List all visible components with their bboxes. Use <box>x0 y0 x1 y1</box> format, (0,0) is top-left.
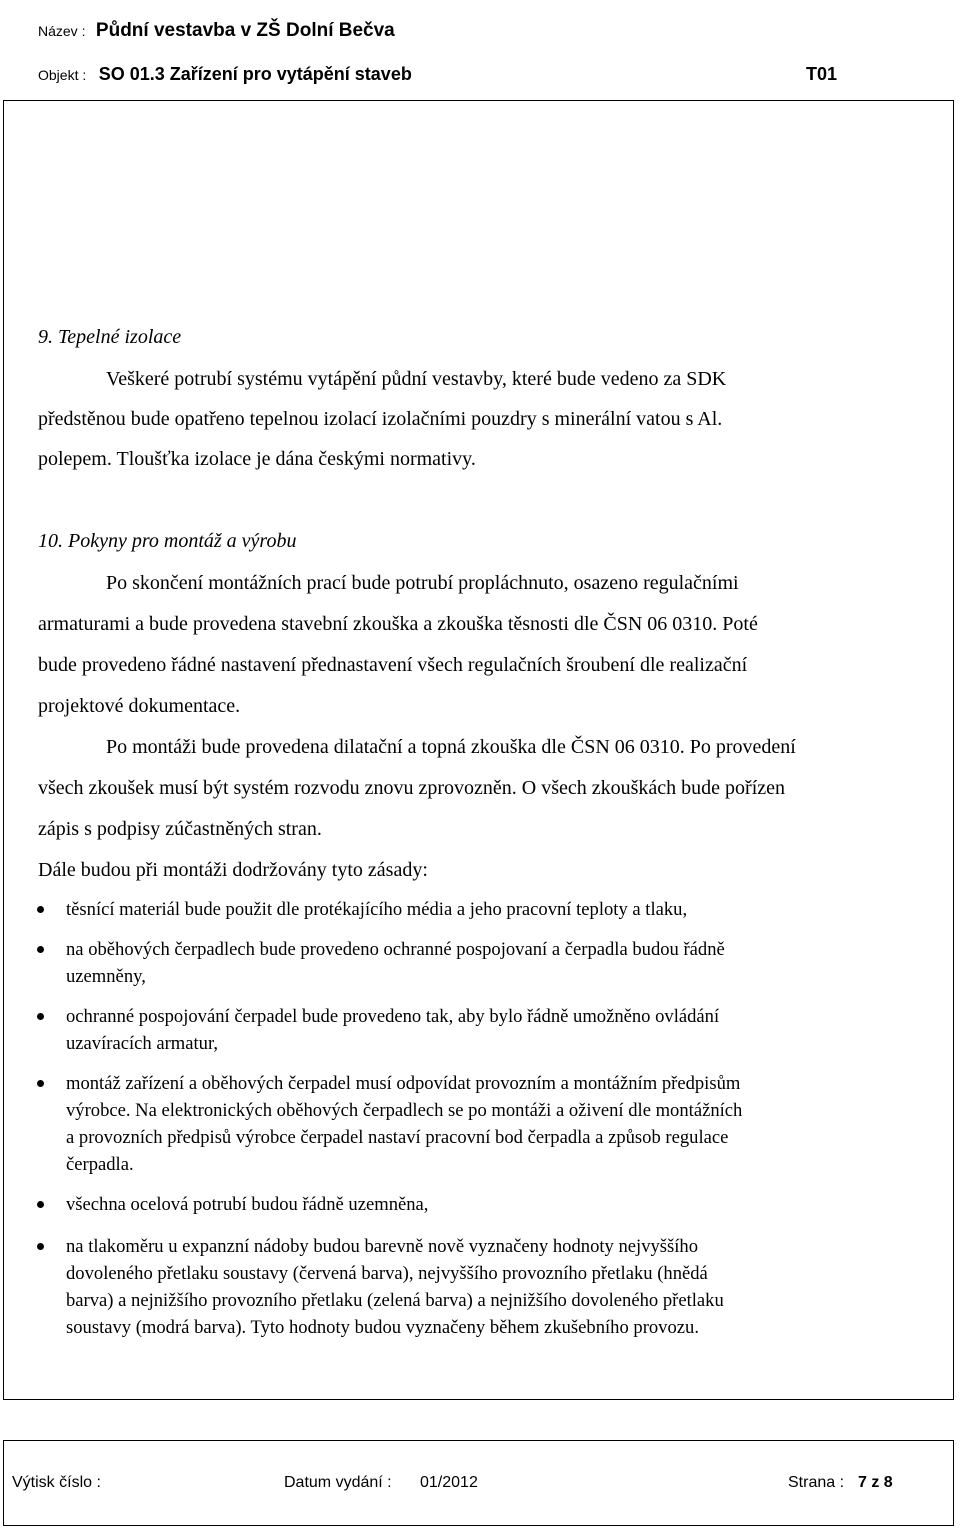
section-10-line: zápis s podpisy zúčastněných stran. <box>38 818 322 840</box>
bullet-line: dovoleného přetlaku soustavy (červená barva), nejvyššího provozního přetlaku (hnědá <box>66 1263 708 1284</box>
page-number-value: 7 z 8 <box>858 1474 893 1491</box>
bullet-line: a provozních předpisů výrobce čerpadel nastaví pracovní bod čerpadla a způsob regulace <box>66 1127 729 1148</box>
section-9-line: Veškeré potrubí systému vytápění půdní vestavby, které bude vedeno za SDK <box>106 368 727 390</box>
section-10-line: armaturami a bude provedena stavební zkouška a zkouška těsnosti dle ČSN 06 0310. Poté <box>38 613 758 635</box>
section-10-line: projektové dokumentace. <box>38 695 241 717</box>
page-label: Strana : <box>788 1474 845 1491</box>
project-name: Půdní vestavba v ZŠ Dolní Bečva <box>95 20 395 41</box>
document-code: T01 <box>806 64 838 84</box>
bullet-line: barva) a nejnižšího provozního přetlaku (zelená barva) a nejnižšího dovoleného přetlaku <box>66 1290 724 1311</box>
issue-date-label: Datum vydání : <box>284 1474 392 1491</box>
object-label: Objekt : <box>38 67 87 83</box>
bullet-line: ochranné pospojování čerpadel bude provedeno tak, aby bylo řádně umožněno ovládání <box>66 1006 720 1027</box>
bullet-line: montáž zařízení a oběhových čerpadel musí odpovídat provozním a montážním předpisům <box>66 1073 741 1094</box>
section-9-heading: 9. Tepelné izolace <box>38 326 182 348</box>
issue-date-value: 01/2012 <box>420 1474 478 1491</box>
section-10-line: bude provedeno řádné nastavení přednastavení všech regulačních šroubení dle realizační <box>38 654 748 676</box>
bullet-line: výrobce. Na elektronických oběhových čerpadlech se po montáži a oživení dle montážních <box>66 1100 743 1121</box>
bullet-line: uzemněny, <box>66 966 146 987</box>
bullet-dot <box>37 1201 44 1208</box>
page-number <box>858 1474 893 1492</box>
bullet-line: čerpadla. <box>66 1154 134 1175</box>
bullet-line: na oběhových čerpadlech bude provedeno ochranné pospojovaní a čerpadla budou řádně <box>66 939 725 960</box>
section-10-line: Po montáži bude provedena dilatační a topná zkouška dle ČSN 06 0310. Po provedení <box>106 736 796 758</box>
section-10-line: Po skončení montážních prací bude potrubí propláchnuto, osazeno regulačními <box>106 572 739 594</box>
section-9-line: polepem. Tloušťka izolace je dána českými normativy. <box>38 448 476 470</box>
header-name-row <box>38 20 395 42</box>
header-object-row <box>38 64 412 85</box>
bullet-line: uzavíracích armatur, <box>66 1033 219 1054</box>
object-name: SO 01.3 Zařízení pro vytápění staveb <box>98 64 412 84</box>
bullet-dot <box>37 1243 44 1250</box>
print-number-label: Výtisk číslo : <box>12 1474 101 1491</box>
name-label: Název : <box>38 23 86 39</box>
bullet-dot <box>37 906 44 913</box>
bullet-line: všechna ocelová potrubí budou řádně uzemněna, <box>66 1194 429 1215</box>
bullet-line: na tlakoměru u expanzní nádoby budou barevně nově vyznačeny hodnoty nejvyššího <box>66 1236 699 1257</box>
bullet-line: soustavy (modrá barva). Tyto hodnoty budou vyznačeny během zkušebního provozu. <box>66 1317 699 1338</box>
bullet-dot <box>37 946 44 953</box>
section-9-line: předstěnou bude opatřeno tepelnou izolací izolačními pouzdry s minerální vatou s Al. <box>38 408 723 430</box>
bullet-line: těsnící materiál bude použit dle protékajícího média a jeho pracovní teploty a tlaku, <box>66 899 688 920</box>
section-10-heading: 10. Pokyny pro montáž a výrobu <box>38 530 297 552</box>
bullet-dot <box>37 1080 44 1087</box>
section-10-line: Dále budou při montáži dodržovány tyto zásady: <box>38 859 428 881</box>
bullet-dot <box>37 1013 44 1020</box>
section-10-line: všech zkoušek musí být systém rozvodu znovu zprovozněn. O všech zkouškách bude pořízen <box>38 777 786 799</box>
